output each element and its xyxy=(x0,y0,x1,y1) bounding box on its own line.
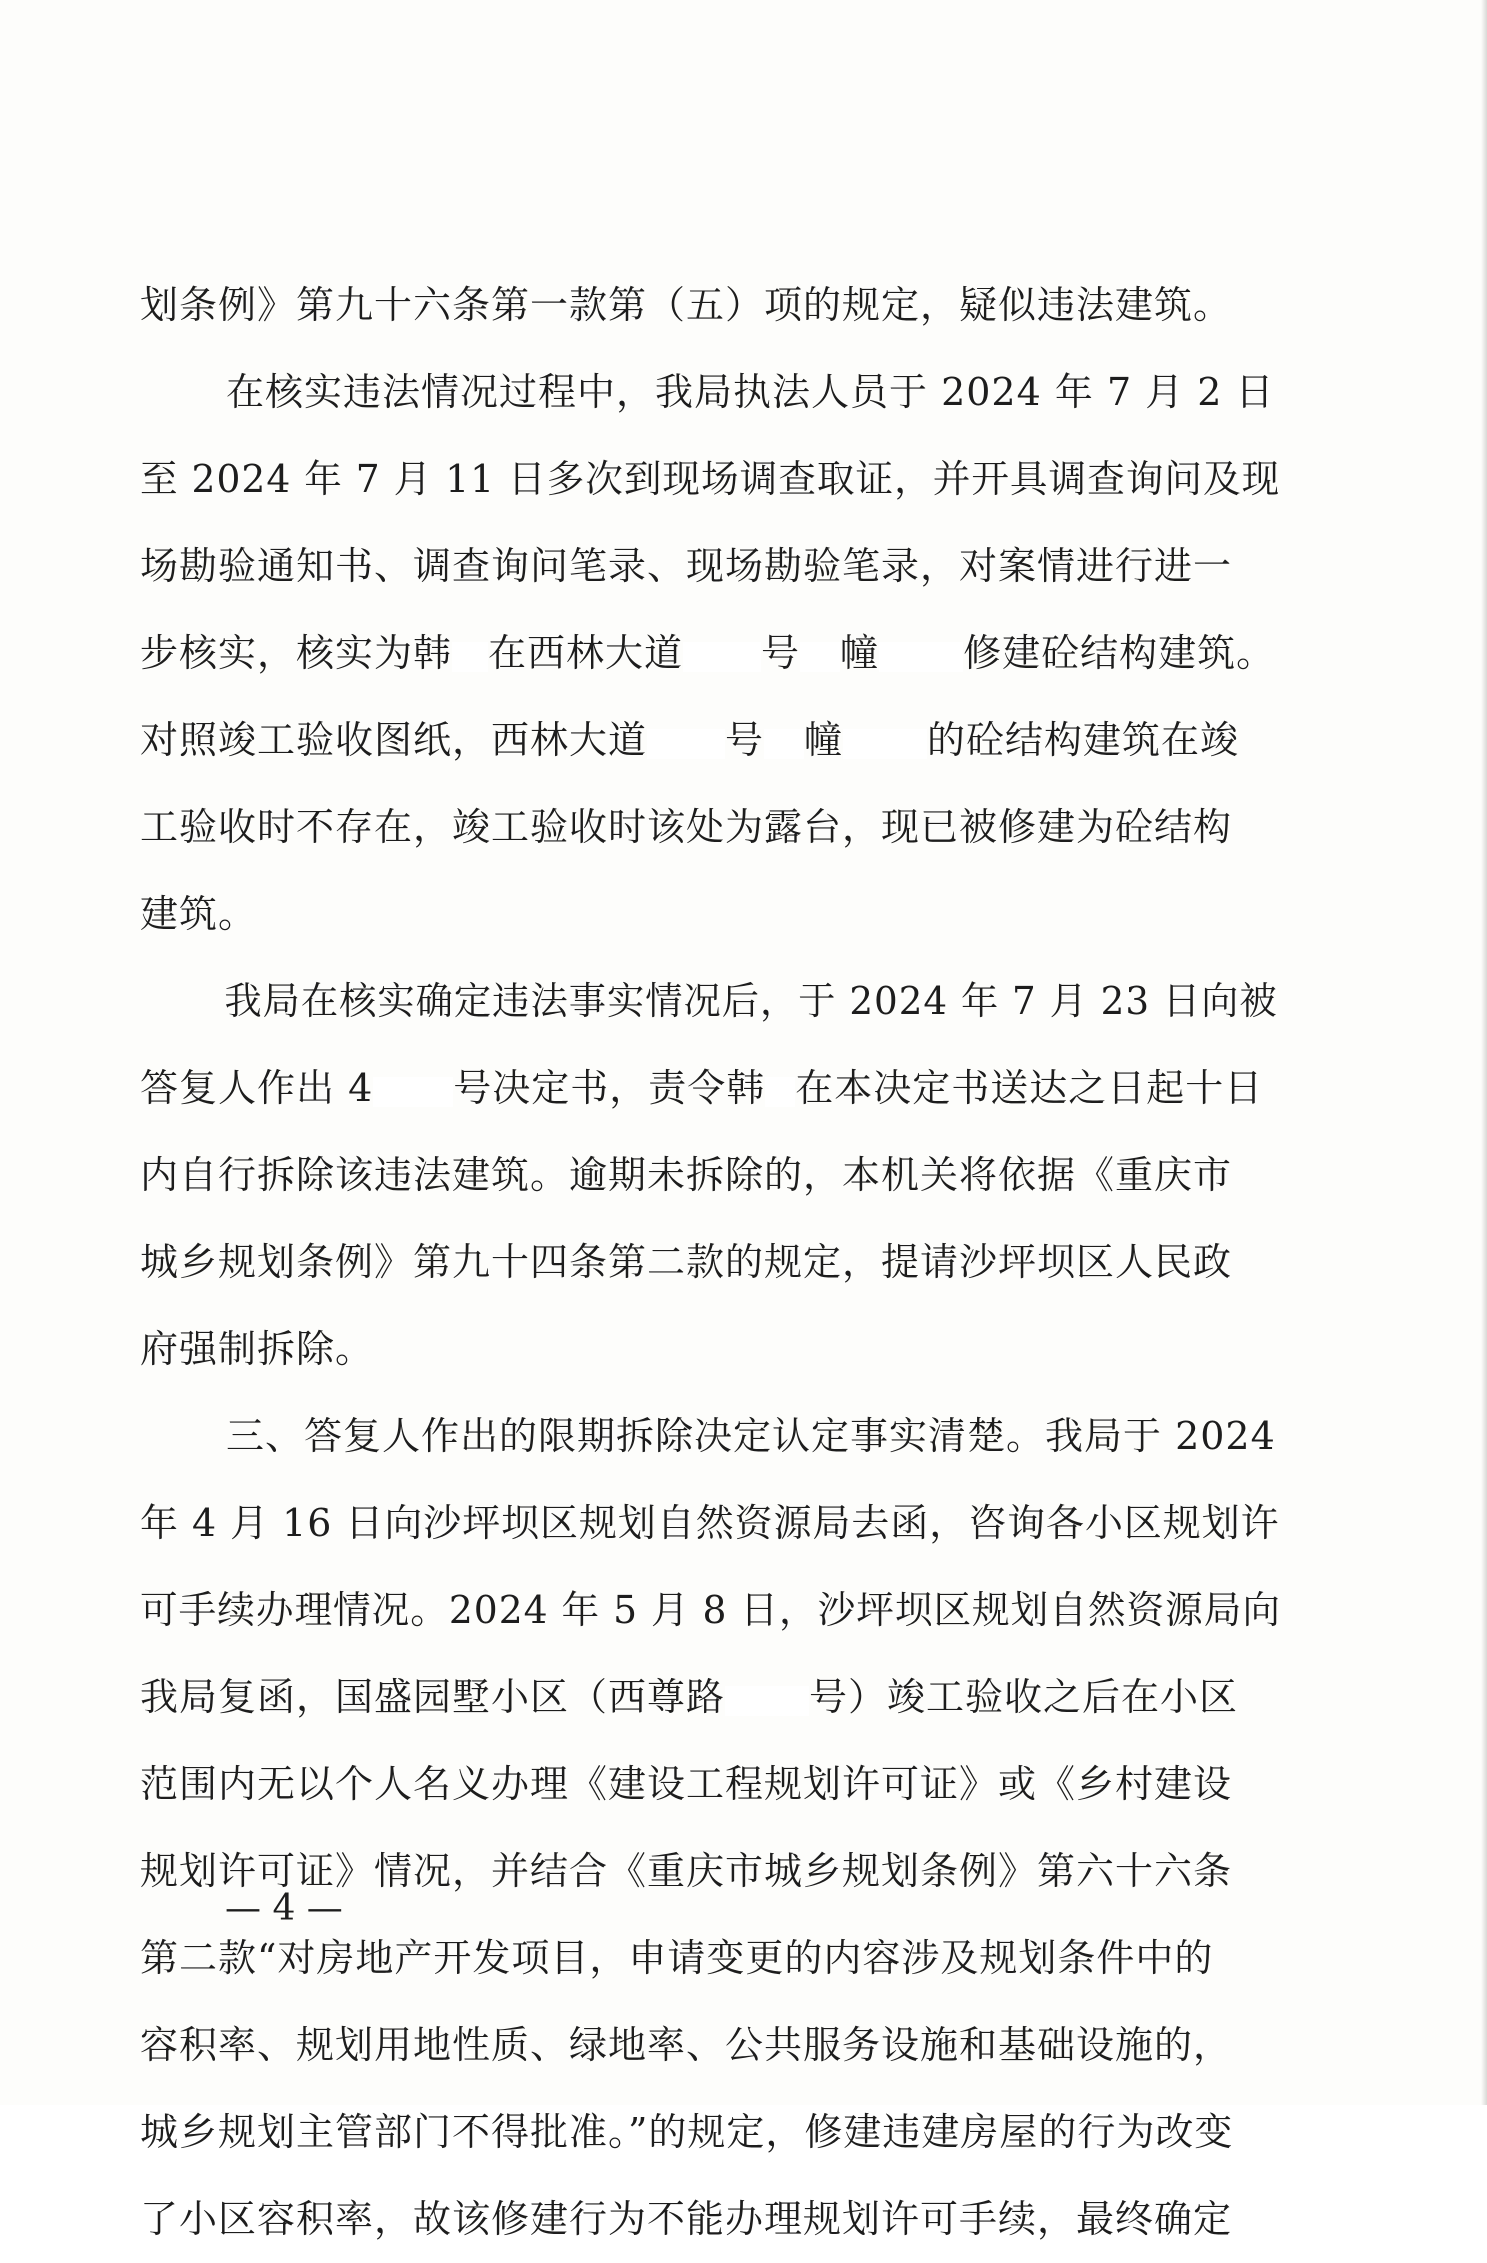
text-line: 内自行拆除该违法建筑。逾期未拆除的，本机关将依据《重庆市 xyxy=(140,1153,1233,1197)
text-line: 三、答复人作出的限期拆除决定认定事实清楚。我局于 2024 xyxy=(226,1414,1276,1458)
redaction xyxy=(843,729,927,759)
text-line: 了小区容积率，故该修建行为不能办理规划许可手续，最终确定 xyxy=(140,2197,1233,2241)
text-line: 在核实违法情况过程中，我局执法人员于 2024 年 7 月 2 日 xyxy=(226,370,1275,414)
text-line: 范围内无以个人名义办理《建设工程规划许可证》或《乡村建设 xyxy=(140,1762,1233,1806)
text-line: 工验收时不存在，竣工验收时该处为露台，现已被修建为砼结构 xyxy=(140,805,1233,849)
text-line: 第二款“对房地产开发项目，申请变更的内容涉及规划条件中的 xyxy=(140,1936,1214,1980)
text-line: 划条例》第九十六条第一款第（五）项的规定，疑似违法建筑。 xyxy=(140,283,1233,327)
redaction xyxy=(765,1077,795,1107)
text-line: 至 2024 年 7 月 11 日多次到现场调查取证，并开具调查询问及现 xyxy=(140,457,1281,501)
text-line: 步核实，核实为韩 在西林大道 号 幢 修建砼结构建筑。 xyxy=(140,631,1276,675)
page-edge xyxy=(1481,0,1487,2105)
text-line: 规划许可证》情况，并结合《重庆市城乡规划条例》第六十六条 xyxy=(140,1849,1233,1893)
body-text xyxy=(140,262,1280,2263)
redaction xyxy=(373,1077,453,1107)
redaction xyxy=(725,1686,809,1716)
text-line: 答复人作出 4 号决定书，责令韩 在本决定书送达之日起十日 xyxy=(140,1066,1264,1110)
page-number: — 4 — xyxy=(225,1888,343,1929)
text-line: 我局在核实确定违法事实情况后，于 2024 年 7 月 23 日向被 xyxy=(224,979,1278,1023)
redaction xyxy=(683,642,761,672)
text-line: 年 4 月 16 日向沙坪坝区规划自然资源局去函，咨询各小区规划许 xyxy=(140,1501,1280,1545)
text-line: 可手续办理情况。2024 年 5 月 8 日，沙坪坝区规划自然资源局向 xyxy=(140,1588,1281,1632)
text-line: 场勘验通知书、调查询问笔录、现场勘验笔录，对案情进行进一 xyxy=(140,544,1233,588)
text-line: 城乡规划条例》第九十四条第二款的规定，提请沙坪坝区人民政 xyxy=(140,1240,1233,1284)
text-line: 容积率、规划用地性质、绿地率、公共服务设施和基础设施的， xyxy=(140,2023,1233,2067)
redaction xyxy=(764,729,804,759)
text-line: 府强制拆除。 xyxy=(140,1327,375,1371)
redaction xyxy=(647,729,725,759)
text-line: 我局复函，国盛园墅小区（西尊路 号）竣工验收之后在小区 xyxy=(140,1675,1239,1719)
text-line: 对照竣工验收图纸，西林大道 号 幢 的砼结构建筑在竣 xyxy=(140,718,1240,762)
redaction xyxy=(879,642,963,672)
text-line: 城乡规划主管部门不得批准。”的规定，修建违建房屋的行为改变 xyxy=(140,2110,1234,2154)
redaction xyxy=(452,642,488,672)
redaction xyxy=(800,642,840,672)
text-line: 建筑。 xyxy=(140,892,258,936)
